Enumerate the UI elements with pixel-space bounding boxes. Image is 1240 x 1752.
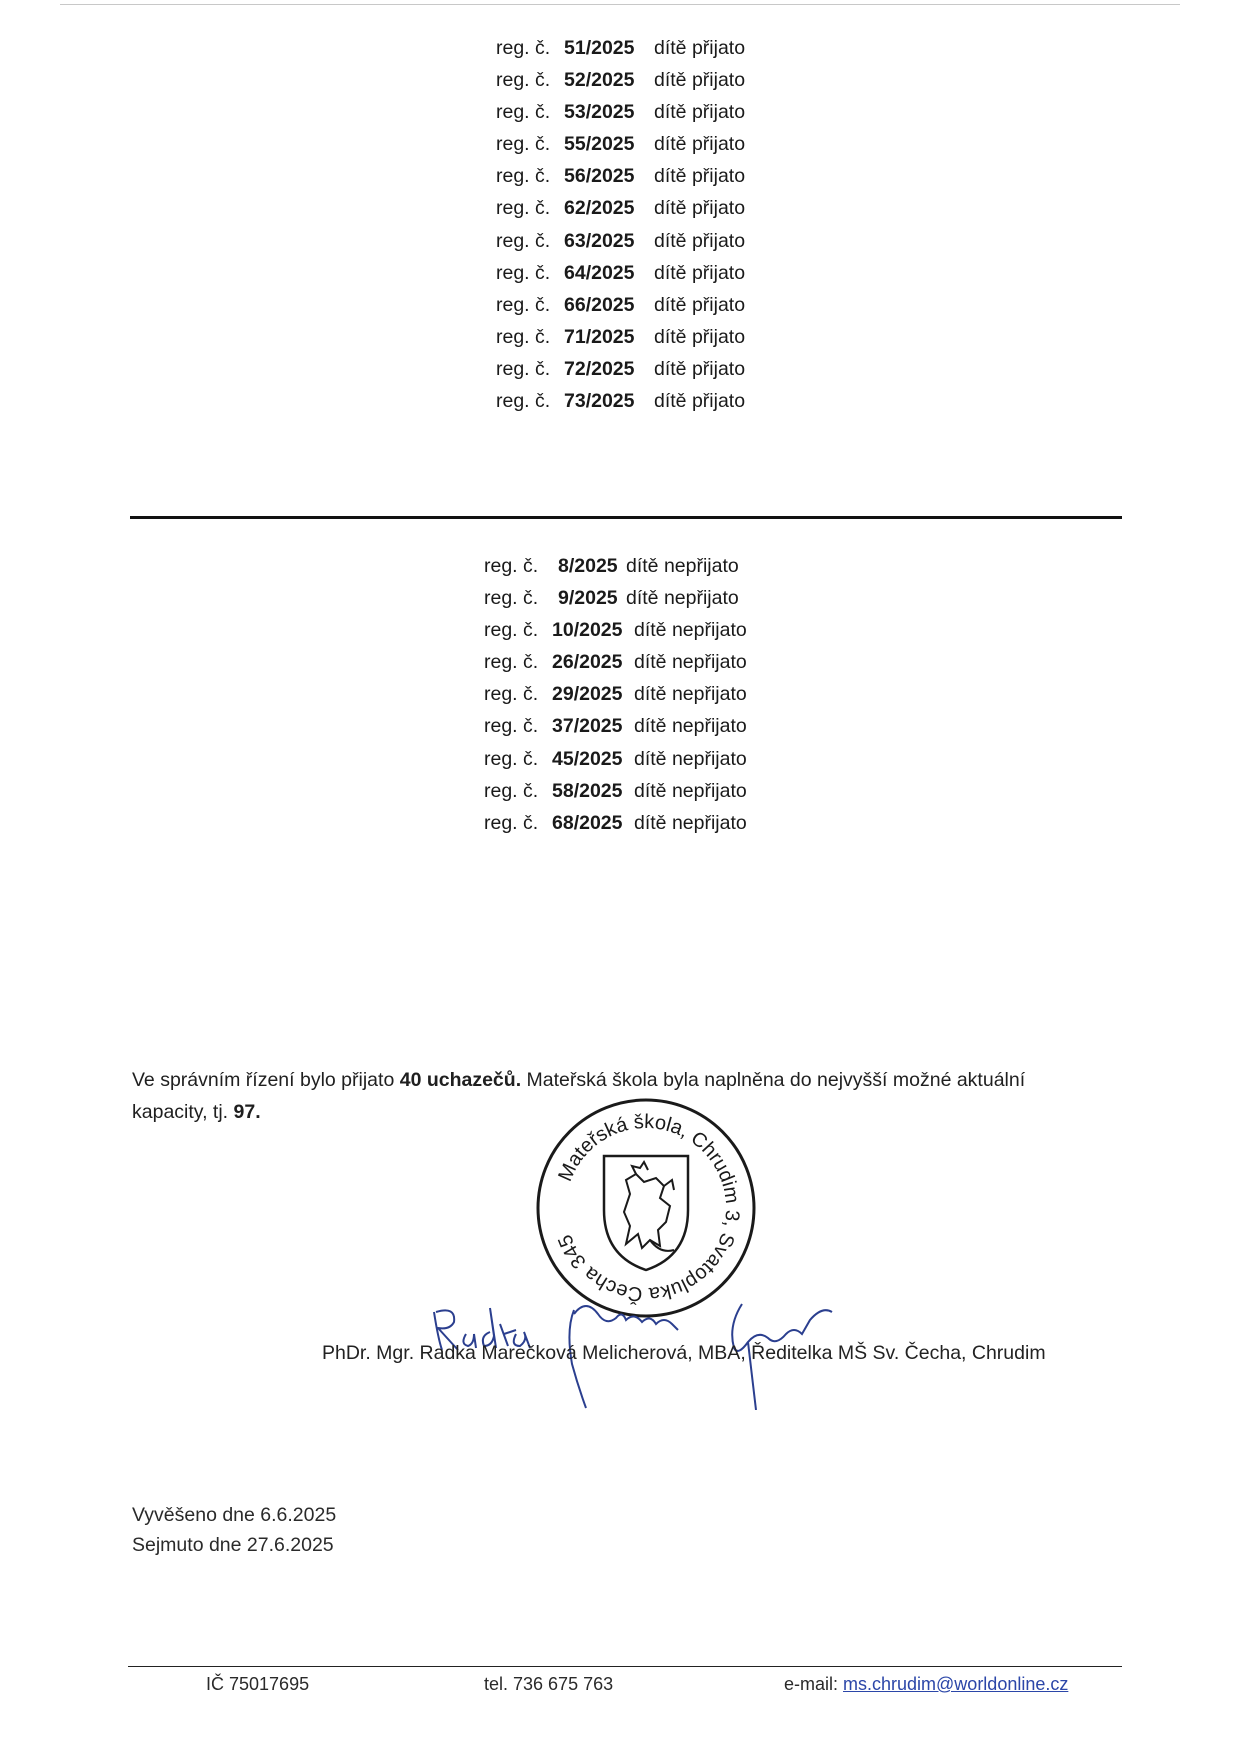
reg-prefix: reg. č. <box>484 651 539 674</box>
footer-ic: IČ 75017695 <box>206 1674 310 1694</box>
reg-prefix: reg. č. <box>496 293 551 316</box>
removed-date: Sejmuto dne 27.6.2025 <box>132 1534 334 1556</box>
accepted-list <box>496 32 745 417</box>
reg-number: 10/2025 <box>552 619 623 642</box>
list-item <box>496 289 745 321</box>
reg-prefix: reg. č. <box>496 133 551 156</box>
reg-number: 68/2025 <box>552 811 623 834</box>
reg-status: dítě přijato <box>654 197 746 220</box>
list-item <box>484 678 747 710</box>
reg-number: 63/2025 <box>564 229 635 252</box>
reg-number: 26/2025 <box>552 651 623 674</box>
reg-prefix: reg. č. <box>496 325 551 348</box>
reg-number: 53/2025 <box>564 101 635 124</box>
reg-prefix: reg. č. <box>496 357 551 380</box>
list-item <box>484 807 747 839</box>
list-item <box>496 96 745 128</box>
reg-number: 55/2025 <box>564 133 635 156</box>
list-item <box>496 64 745 96</box>
list-item <box>484 582 747 614</box>
reg-prefix: reg. č. <box>484 683 539 706</box>
list-item <box>496 257 745 289</box>
posted-date: Vyvěšeno dne 6.6.2025 <box>132 1504 337 1526</box>
list-item <box>496 353 745 385</box>
reg-status: dítě nepřijato <box>626 555 739 577</box>
reg-number: 56/2025 <box>564 165 635 188</box>
list-item <box>496 321 745 353</box>
posting-info <box>132 1500 336 1560</box>
list-item <box>484 614 747 646</box>
footer-divider <box>128 1666 1122 1667</box>
capacity-value: 97. <box>233 1101 261 1123</box>
reg-status: dítě přijato <box>654 325 746 348</box>
reg-status: dítě přijato <box>654 357 746 380</box>
reg-status: dítě přijato <box>654 261 746 284</box>
reg-status: dítě přijato <box>654 229 746 252</box>
list-item <box>496 192 745 224</box>
accepted-count: 40 uchazečů. <box>399 1069 522 1091</box>
school-stamp <box>532 1094 760 1322</box>
reg-prefix: reg. č. <box>496 101 551 124</box>
list-item <box>484 743 747 775</box>
reg-prefix: reg. č. <box>496 69 551 92</box>
reg-prefix: reg. č. <box>484 747 539 770</box>
reg-prefix: reg. č. <box>496 390 551 413</box>
signer-line: PhDr. Mgr. Radka Marečková Melicherová, MBA, Ředitelka MŠ Sv. Čecha, Chrudim <box>322 1342 1046 1364</box>
reg-number: 64/2025 <box>564 261 635 284</box>
reg-number: 58/2025 <box>552 779 623 802</box>
email-link[interactable]: ms.chrudim@worldonline.cz <box>843 1674 1069 1694</box>
reg-status: dítě nepřijato <box>634 651 747 674</box>
reg-status: dítě přijato <box>654 293 746 316</box>
reg-prefix: reg. č. <box>484 619 539 642</box>
reg-prefix: reg. č. <box>484 811 539 834</box>
reg-number: 71/2025 <box>564 325 635 348</box>
reg-status: dítě nepřijato <box>634 683 747 706</box>
reg-prefix: reg. č. <box>484 555 539 577</box>
reg-number: 66/2025 <box>564 293 635 316</box>
reg-status: dítě přijato <box>654 101 746 124</box>
reg-status: dítě přijato <box>654 69 746 92</box>
reg-status: dítě nepřijato <box>634 811 747 834</box>
lion-crest-icon <box>604 1156 688 1270</box>
reg-prefix: reg. č. <box>496 197 551 220</box>
reg-status: dítě nepřijato <box>634 779 747 802</box>
list-item <box>496 128 745 160</box>
summary-text: Ve správním řízení bylo přijato <box>132 1069 400 1091</box>
reg-status: dítě nepřijato <box>634 619 747 642</box>
reg-status: dítě přijato <box>654 165 746 188</box>
signature-handwriting: Radka Marečková Melicherová <box>436 1390 450 1391</box>
reg-status: dítě nepřijato <box>626 587 739 610</box>
list-item <box>496 32 745 64</box>
reg-number: 72/2025 <box>564 357 635 380</box>
reg-number: 8/2025 <box>558 555 618 577</box>
reg-prefix: reg. č. <box>484 715 539 738</box>
reg-status: dítě nepřijato <box>634 747 747 770</box>
stamp-text: Mateřská škola, Chrudim 3, Svatopluka Čecha 345 <box>554 1110 744 1306</box>
reg-number: 62/2025 <box>564 197 635 220</box>
list-item <box>484 710 747 742</box>
reg-number: 29/2025 <box>552 683 623 706</box>
reg-number: 45/2025 <box>552 747 623 770</box>
reg-status: dítě přijato <box>654 37 746 59</box>
reg-number: 51/2025 <box>564 37 635 59</box>
reg-number: 52/2025 <box>564 69 635 92</box>
reg-status: dítě přijato <box>654 390 746 413</box>
rejected-list <box>484 550 747 839</box>
list-item <box>496 385 745 417</box>
list-item <box>484 550 747 582</box>
reg-number: 9/2025 <box>558 587 618 610</box>
reg-number: 73/2025 <box>564 390 635 413</box>
footer-phone: tel. 736 675 763 <box>484 1674 614 1694</box>
top-divider <box>60 4 1180 5</box>
footer-email <box>784 1674 1068 1695</box>
reg-number: 37/2025 <box>552 715 623 738</box>
reg-status: dítě nepřijato <box>634 715 747 738</box>
reg-prefix: reg. č. <box>496 229 551 252</box>
list-item <box>484 775 747 807</box>
reg-prefix: reg. č. <box>496 261 551 284</box>
reg-prefix: reg. č. <box>496 37 551 59</box>
email-label: e-mail: <box>784 1674 844 1694</box>
list-item <box>496 225 745 257</box>
summary-text: Mateřská škola byla naplněna do nejvyšší možné aktuální kapacity, tj. <box>132 1069 1026 1123</box>
section-divider <box>130 516 1122 519</box>
reg-status: dítě přijato <box>654 133 746 156</box>
list-item <box>484 646 747 678</box>
list-item <box>496 160 745 192</box>
reg-prefix: reg. č. <box>484 587 539 610</box>
reg-prefix: reg. č. <box>496 165 551 188</box>
reg-prefix: reg. č. <box>484 779 539 802</box>
